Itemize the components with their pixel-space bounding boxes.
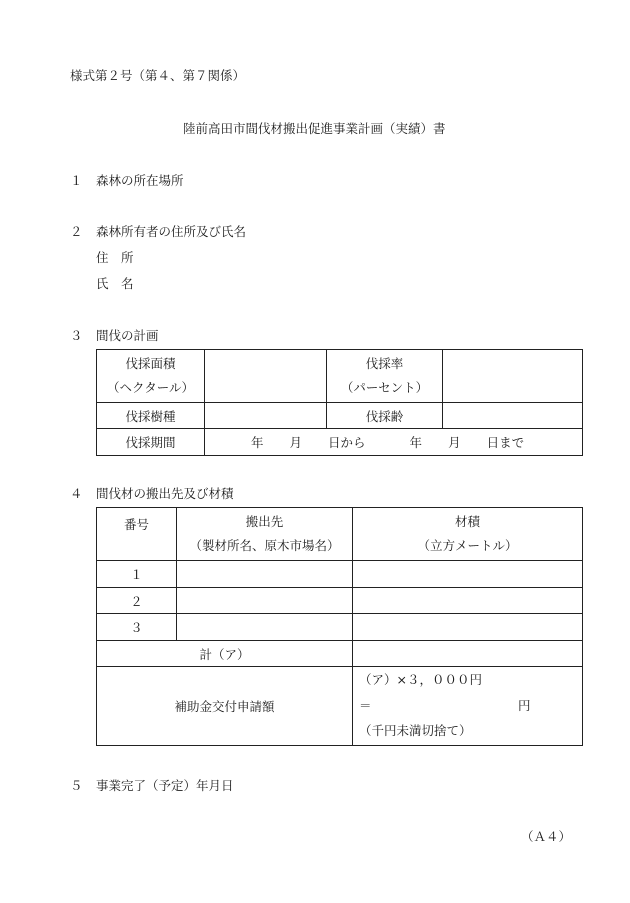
- row-number: １: [97, 561, 177, 588]
- destination-cell[interactable]: [177, 614, 353, 641]
- total-value[interactable]: [353, 641, 583, 667]
- destination-header: 搬出先 （製材所名、原木市場名）: [177, 508, 353, 561]
- period-header: 伐採期間: [97, 429, 205, 456]
- timber-transport-table: [96, 507, 583, 746]
- paper-size-label: （Ａ４）: [521, 829, 572, 844]
- section-2-label: 森林所有者の住所及び氏名: [96, 224, 247, 239]
- volume-cell[interactable]: [353, 588, 583, 614]
- section-4-number: ４: [70, 486, 83, 501]
- table-row: [97, 588, 583, 614]
- table-row: [97, 561, 583, 588]
- section-3-number: ３: [70, 328, 83, 343]
- rate-value[interactable]: [443, 350, 583, 403]
- destination-cell[interactable]: [177, 588, 353, 614]
- section-5-number: ５: [70, 778, 83, 793]
- name-label: 氏 名: [96, 276, 134, 291]
- address-label: 住 所: [96, 250, 134, 265]
- document-title: 陸前高田市間伐材搬出促進事業計画（実績）書: [183, 121, 446, 136]
- species-value[interactable]: [205, 403, 327, 429]
- no-header: 番号: [97, 508, 177, 561]
- destination-cell[interactable]: [177, 561, 353, 588]
- volume-header: 材積 （立方メートル）: [353, 508, 583, 561]
- row-number: ２: [97, 588, 177, 614]
- area-value[interactable]: [205, 350, 327, 403]
- volume-cell[interactable]: [353, 561, 583, 588]
- area-header: 伐採面積 （ヘクタール）: [97, 350, 205, 403]
- volume-cell[interactable]: [353, 614, 583, 641]
- section-2-number: ２: [70, 224, 83, 239]
- species-header: 伐採樹種: [97, 403, 205, 429]
- section-1-label: 森林の所在場所: [96, 173, 184, 188]
- form-number: 様式第２号（第４、第７関係）: [70, 68, 246, 83]
- age-value[interactable]: [443, 403, 583, 429]
- section-3-label: 間伐の計画: [96, 328, 159, 343]
- period-value[interactable]: 年 月 日から 年 月 日まで: [205, 429, 583, 456]
- thinning-plan-table: [96, 349, 583, 456]
- table-row: [97, 614, 583, 641]
- subsidy-label: 補助金交付申請額: [97, 667, 353, 746]
- row-number: ３: [97, 614, 177, 641]
- section-4-label: 間伐材の搬出先及び材積: [96, 486, 234, 501]
- subsidy-calculation[interactable]: （ア）×３，０００円 ＝ 円 （千円未満切捨て）: [353, 667, 583, 746]
- section-5-label: 事業完了（予定）年月日: [96, 778, 234, 793]
- total-label: 計（ア）: [97, 641, 353, 667]
- rate-header: 伐採率 （パーセント）: [327, 350, 443, 403]
- section-1-number: １: [70, 173, 83, 188]
- age-header: 伐採齢: [327, 403, 443, 429]
